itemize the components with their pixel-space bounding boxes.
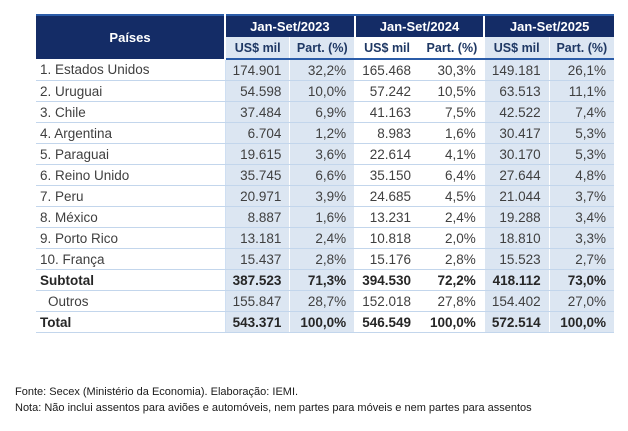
table-body <box>36 59 614 333</box>
value-cell: 24.685 <box>355 186 420 207</box>
value-cell: 174.901 <box>225 59 290 81</box>
value-cell: 27.644 <box>484 165 549 186</box>
value-cell: 155.847 <box>225 291 290 312</box>
value-cell: 3,6% <box>290 144 355 165</box>
value-cell: 54.598 <box>225 81 290 102</box>
value-cell: 387.523 <box>225 270 290 291</box>
value-cell: 22.614 <box>355 144 420 165</box>
value-cell: 2,8% <box>420 249 485 270</box>
value-cell: 63.513 <box>484 81 549 102</box>
column-header-part-2024: Part. (%) <box>420 37 485 59</box>
value-cell: 42.522 <box>484 102 549 123</box>
country-cell: 5. Paraguai <box>36 144 225 165</box>
value-cell: 546.549 <box>355 312 420 333</box>
value-cell: 4,5% <box>420 186 485 207</box>
value-cell: 72,2% <box>420 270 485 291</box>
country-cell: 7. Peru <box>36 186 225 207</box>
export-table-container <box>36 14 614 333</box>
column-group-2025: Jan-Set/2025 <box>484 15 614 37</box>
column-header-paises: Países <box>36 15 225 59</box>
column-header-usd-2025: US$ mil <box>484 37 549 59</box>
country-cell: 1. Estados Unidos <box>36 59 225 81</box>
table-row <box>36 123 614 144</box>
country-cell: 4. Argentina <box>36 123 225 144</box>
value-cell: 1,6% <box>290 207 355 228</box>
value-cell: 394.530 <box>355 270 420 291</box>
country-cell: Outros <box>36 291 225 312</box>
table-row <box>36 165 614 186</box>
value-cell: 2,4% <box>420 207 485 228</box>
country-cell: 3. Chile <box>36 102 225 123</box>
country-cell: 2. Uruguai <box>36 81 225 102</box>
country-cell: 8. México <box>36 207 225 228</box>
column-group-2023: Jan-Set/2023 <box>225 15 355 37</box>
footnotes <box>15 384 615 416</box>
table-row <box>36 59 614 81</box>
table-row <box>36 249 614 270</box>
value-cell: 13.231 <box>355 207 420 228</box>
value-cell: 35.150 <box>355 165 420 186</box>
value-cell: 5,3% <box>549 144 614 165</box>
export-table <box>36 14 614 333</box>
header-row-years <box>36 15 614 37</box>
value-cell: 4,1% <box>420 144 485 165</box>
value-cell: 7,5% <box>420 102 485 123</box>
value-cell: 2,0% <box>420 228 485 249</box>
value-cell: 11,1% <box>549 81 614 102</box>
value-cell: 71,3% <box>290 270 355 291</box>
value-cell: 20.971 <box>225 186 290 207</box>
value-cell: 27,0% <box>549 291 614 312</box>
value-cell: 4,8% <box>549 165 614 186</box>
value-cell: 27,8% <box>420 291 485 312</box>
country-cell: 6. Reino Unido <box>36 165 225 186</box>
column-header-part-2025: Part. (%) <box>549 37 614 59</box>
value-cell: 19.288 <box>484 207 549 228</box>
table-row <box>36 228 614 249</box>
value-cell: 2,7% <box>549 249 614 270</box>
value-cell: 15.523 <box>484 249 549 270</box>
value-cell: 8.887 <box>225 207 290 228</box>
value-cell: 7,4% <box>549 102 614 123</box>
value-cell: 572.514 <box>484 312 549 333</box>
value-cell: 41.163 <box>355 102 420 123</box>
value-cell: 100,0% <box>420 312 485 333</box>
value-cell: 418.112 <box>484 270 549 291</box>
value-cell: 5,3% <box>549 123 614 144</box>
country-cell: Total <box>36 312 225 333</box>
value-cell: 3,4% <box>549 207 614 228</box>
country-cell: 10. França <box>36 249 225 270</box>
value-cell: 165.468 <box>355 59 420 81</box>
table-row <box>36 312 614 333</box>
value-cell: 18.810 <box>484 228 549 249</box>
table-header <box>36 15 614 59</box>
value-cell: 6,4% <box>420 165 485 186</box>
value-cell: 32,2% <box>290 59 355 81</box>
value-cell: 21.044 <box>484 186 549 207</box>
column-header-part-2023: Part. (%) <box>290 37 355 59</box>
value-cell: 3,3% <box>549 228 614 249</box>
value-cell: 10,0% <box>290 81 355 102</box>
table-row <box>36 270 614 291</box>
column-header-usd-2024: US$ mil <box>355 37 420 59</box>
table-row <box>36 144 614 165</box>
value-cell: 2,4% <box>290 228 355 249</box>
value-cell: 100,0% <box>549 312 614 333</box>
value-cell: 30.170 <box>484 144 549 165</box>
value-cell: 30,3% <box>420 59 485 81</box>
value-cell: 6,9% <box>290 102 355 123</box>
value-cell: 15.176 <box>355 249 420 270</box>
value-cell: 1,6% <box>420 123 485 144</box>
value-cell: 10,5% <box>420 81 485 102</box>
value-cell: 15.437 <box>225 249 290 270</box>
value-cell: 57.242 <box>355 81 420 102</box>
table-row <box>36 186 614 207</box>
value-cell: 37.484 <box>225 102 290 123</box>
country-cell: 9. Porto Rico <box>36 228 225 249</box>
table-row <box>36 291 614 312</box>
value-cell: 543.371 <box>225 312 290 333</box>
value-cell: 26,1% <box>549 59 614 81</box>
value-cell: 6,6% <box>290 165 355 186</box>
value-cell: 100,0% <box>290 312 355 333</box>
value-cell: 10.818 <box>355 228 420 249</box>
exclusion-note: Nota: Não inclui assentos para aviões e automóveis, nem partes para móveis e nem partes para assentos <box>15 402 532 414</box>
value-cell: 3,9% <box>290 186 355 207</box>
value-cell: 3,7% <box>549 186 614 207</box>
value-cell: 30.417 <box>484 123 549 144</box>
table-row <box>36 102 614 123</box>
value-cell: 1,2% <box>290 123 355 144</box>
value-cell: 19.615 <box>225 144 290 165</box>
value-cell: 13.181 <box>225 228 290 249</box>
source-note: Fonte: Secex (Ministério da Economia). Elaboração: IEMI. <box>15 386 299 398</box>
value-cell: 154.402 <box>484 291 549 312</box>
table-row <box>36 81 614 102</box>
value-cell: 73,0% <box>549 270 614 291</box>
value-cell: 28,7% <box>290 291 355 312</box>
country-cell: Subtotal <box>36 270 225 291</box>
column-group-2024: Jan-Set/2024 <box>355 15 485 37</box>
value-cell: 2,8% <box>290 249 355 270</box>
table-row <box>36 207 614 228</box>
value-cell: 152.018 <box>355 291 420 312</box>
value-cell: 35.745 <box>225 165 290 186</box>
value-cell: 8.983 <box>355 123 420 144</box>
value-cell: 149.181 <box>484 59 549 81</box>
value-cell: 6.704 <box>225 123 290 144</box>
column-header-usd-2023: US$ mil <box>225 37 290 59</box>
